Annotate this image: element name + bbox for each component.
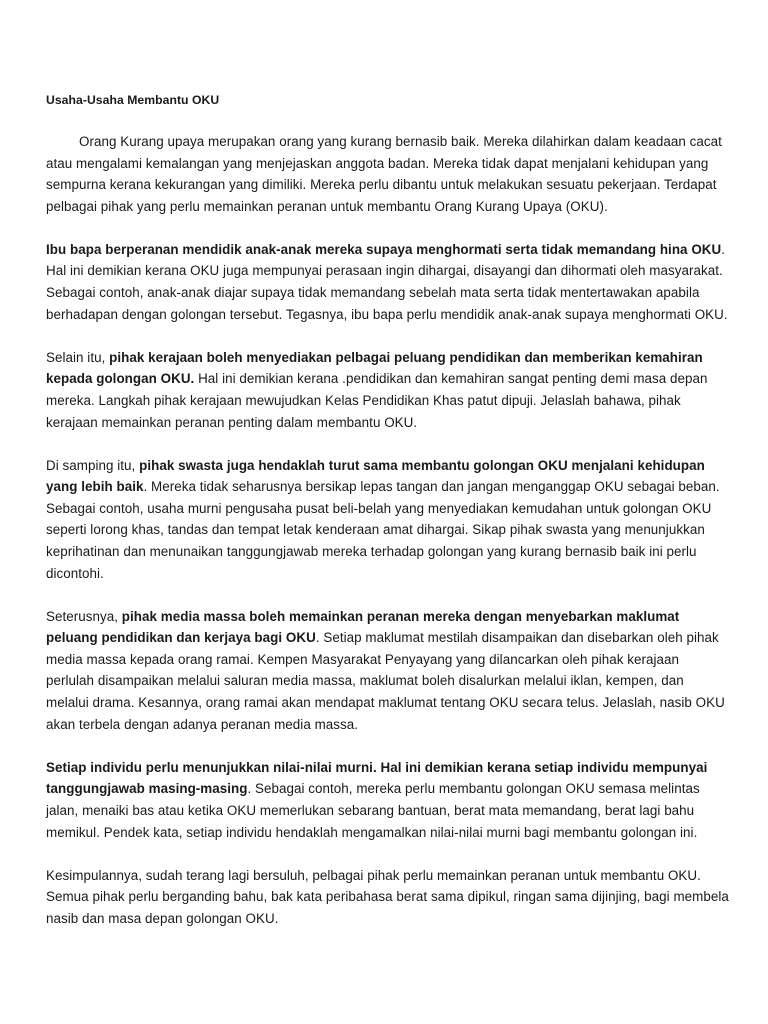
bold-text-segment: Setiap individu perlu menunjukkan nilai-nilai murni. Hal ini demikian kerana setiap individu mempunyai tanggungjawab masing-masing bbox=[46, 759, 708, 797]
paragraph-3 bbox=[46, 347, 730, 433]
document-page bbox=[46, 90, 730, 951]
paragraph-6 bbox=[46, 757, 730, 843]
text-segment: Di samping itu, bbox=[46, 457, 140, 473]
text-segment: . Setiap maklumat mestilah disampaikan dan disebarkan oleh pihak media massa kepada orang ramai. Kempen Masyarakat Penyayang yang dilancarkan oleh pihak kerajaan perlulah disampaikan melalui saluran media massa, maklumat boleh disalurkan melalui iklan, kempen, dan melalui drama. Kesannya, orang ramai akan mendapat maklumat tentang OKU secara telus. Jelaslah, nasib OKU akan terbela dengan adanya peranan media massa. bbox=[46, 630, 725, 732]
paragraph-5 bbox=[46, 606, 730, 736]
text-segment: Selain itu, bbox=[46, 349, 110, 365]
bold-text-segment: pihak kerajaan boleh menyediakan pelbagai peluang pendidikan dan memberikan kemahiran kepada golongan OKU. bbox=[46, 349, 703, 387]
text-segment: . Sebagai contoh, mereka perlu membantu golongan OKU semasa melintas jalan, menaiki bas atau ketika OKU memerlukan sebarang bantuan, berat mata memandang, berat lagi bahu memikul. Pendek kata, setiap individu hendaklah mengamalkan nilai-nilai murni bagi membantu golongan ini. bbox=[46, 781, 700, 840]
text-segment: Hal ini demikian kerana .pendidikan dan kemahiran sangat penting demi masa depan mereka. Langkah pihak kerajaan mewujudkan Kelas Pendidikan Khas patut dipuji. Jelaslah bahawa, pihak kerajaan memainkan peranan penting dalam membantu OKU. bbox=[46, 371, 708, 430]
bold-text-segment: pihak media massa boleh memainkan peranan mereka dengan menyebarkan maklumat peluang pendidikan dan kerjaya bagi OKU bbox=[46, 608, 680, 646]
paragraph-1 bbox=[46, 131, 730, 217]
bold-text-segment: Ibu bapa berperanan mendidik anak-anak mereka supaya menghormati serta tidak memandang hina OKU bbox=[46, 241, 722, 257]
paragraph-7 bbox=[46, 865, 730, 930]
text-segment: . Mereka tidak seharusnya bersikap lepas tangan dan jangan menganggap OKU sebagai beban. Sebagai contoh, usaha murni pengusaha pusat beli-belah yang menyediakan kemudahan untuk golongan OKU seperti lorong khas, tandas dan tempat letak kenderaan amat dihargai. Sikap pihak swasta yang menunjukkan keprihatinan dan menunaikan tanggungjawab mereka terhadap golongan yang kurang bernasib baik ini perlu dicontohi. bbox=[46, 479, 720, 581]
document-body bbox=[46, 131, 730, 929]
text-segment: Kesimpulannya, sudah terang lagi bersuluh, pelbagai pihak perlu memainkan peranan untuk membantu OKU. Semua pihak perlu berganding bahu, bak kata peribahasa berat sama dipikul, ringan sama dijinjing, bagi membela nasib dan masa depan golongan OKU. bbox=[46, 867, 729, 926]
text-segment: Seterusnya, bbox=[46, 608, 122, 624]
text-segment: . Hal ini demikian kerana OKU juga mempunyai perasaan ingin dihargai, disayangi dan dihormati oleh masyarakat. Sebagai contoh, anak-anak diajar supaya tidak memandang sebelah mata serta tidak mentertawakan apabila berhadapan dengan golongan tersebut. Tegasnya, ibu bapa perlu mendidik anak-anak supaya menghormati OKU. bbox=[46, 241, 728, 322]
paragraph-2 bbox=[46, 239, 730, 325]
paragraph-4 bbox=[46, 455, 730, 585]
document-title: Usaha-Usaha Membantu OKU bbox=[46, 93, 220, 107]
text-segment: Orang Kurang upaya merupakan orang yang kurang bernasib baik. Mereka dilahirkan dalam keadaan cacat atau mengalami kemalangan yang menjejaskan anggota badan. Mereka tidak dapat menjalani kehidupan yang sempurna kerana kekurangan yang dimiliki. Mereka perlu dibantu untuk melakukan sesuatu pekerjaan. Terdapat pelbagai pihak yang perlu memainkan peranan untuk membantu Orang Kurang Upaya (OKU). bbox=[46, 134, 722, 214]
bold-text-segment: pihak swasta juga hendaklah turut sama membantu golongan OKU menjalani kehidupan yang lebih baik bbox=[46, 457, 705, 495]
